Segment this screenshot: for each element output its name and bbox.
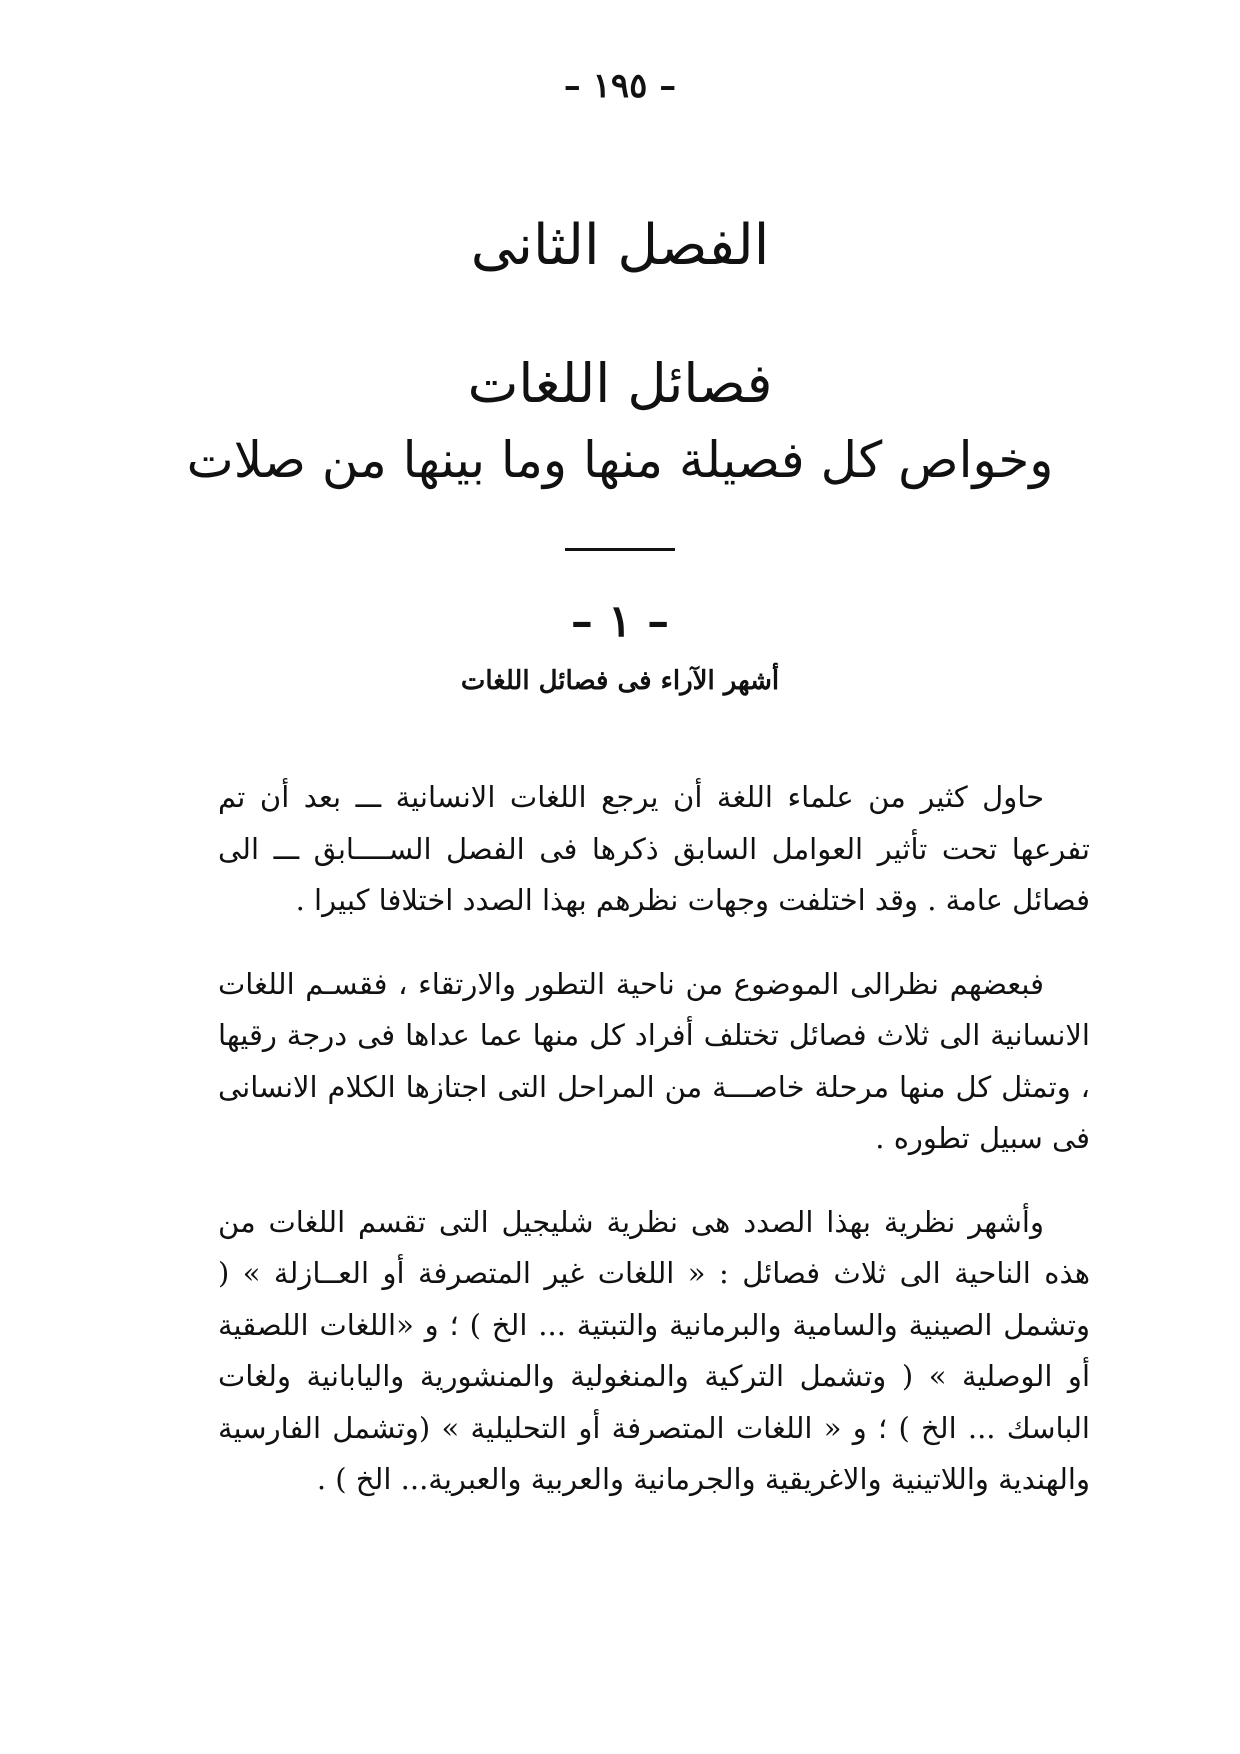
section-number: – ١ – — [570, 596, 670, 647]
chapter-title: فصائل اللغات — [467, 352, 773, 415]
chapter-heading: الفصل الثانى — [470, 213, 770, 278]
page-number: – ١٩٥ – — [563, 66, 677, 106]
paragraph-1: حاول كثير من علماء اللغة أن يرجع اللغات الانسانية ـــ بعد أن تم تفرعها تحت تأثير العوامل السابق ذكرها فى الفصل الســــابق ـــ الى فصائل عامة . وقد اختلفت وجهات نظرهم بهذا الصدد اختلافا كبيرا . — [218, 780, 1090, 917]
paragraph-3: وأشهر نظرية بهذا الصدد هى نظرية شليجيل التى تقسم اللغات من هذه الناحية الى ثلاث فصائل : « اللغات غير المتصرفة أو العــازلة » ( وتشمل الصينية والسامية والبرمانية والتبتية ... الخ ) ؛ و «اللغات اللصقية أو الوصلية » ( وتشمل التركية والمنغولية والمنشورية واليابانية ولغات الباسك ... الخ ) ؛ و « اللغات المتصرفة أو التحليلية » (وتشمل الفارسية والهندية واللاتينية والاغريقية والجرمانية والعربية والعبرية... الخ ) . — [218, 1204, 1090, 1496]
chapter-subtitle: وخواص كل فصيلة منها وما بينها من صلات — [186, 431, 1054, 489]
body-text — [218, 772, 1090, 1538]
section-title: أشهر الآراء فى فصائل اللغات — [460, 666, 780, 696]
paragraph-2: فبعضهم نظرالى الموضوع من ناحية التطور والارتقاء ، فقسـم اللغات الانسانية الى ثلاث فصائل تختلف أفراد كل منها عما عداها فى درجة رقيها ، وتمثل كل منها مرحلة خاصـــة من المراحل التى اجتازها الكلام الانسانى فى سبيل تطوره . — [218, 966, 1090, 1155]
heading-divider — [565, 548, 675, 551]
